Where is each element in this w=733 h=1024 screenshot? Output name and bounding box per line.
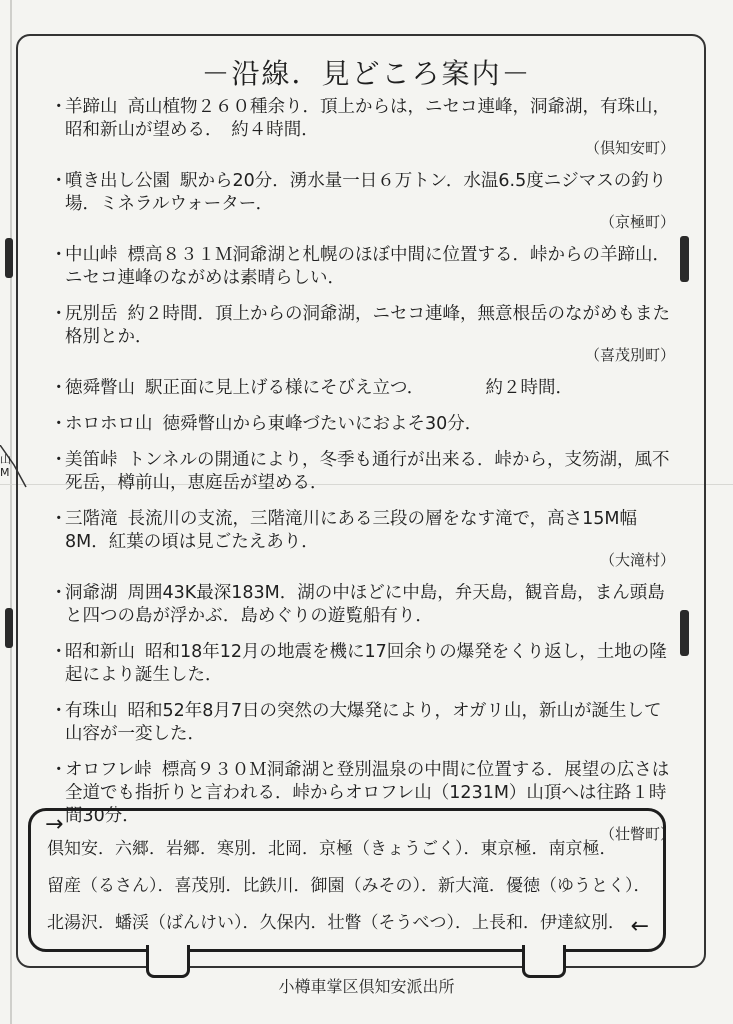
bullet: ・ [50, 760, 68, 780]
place-name: 昭和新山 [65, 642, 135, 662]
place-description: 高山植物２６０種余り．頂上からは，ニセコ連峰，洞爺湖，有珠山，昭和新山が望める． 約４時間． [65, 97, 670, 140]
list-item [50, 582, 675, 628]
place-name: 中山峠 [65, 245, 118, 265]
bullet: ・ [50, 378, 68, 398]
place-name: 噴き出し公園 [65, 171, 170, 191]
fold-line [10, 0, 12, 1024]
bullet: ・ [50, 701, 68, 721]
issuing-office: 小樽車掌区倶知安派出所 [278, 977, 455, 996]
station-route-box [28, 808, 666, 952]
sightseeing-list [50, 96, 675, 856]
station-list [47, 831, 651, 942]
list-item [50, 413, 675, 436]
binder-hole [5, 238, 13, 278]
place-description: 長流川の支流，三階滝川にある三段の層をなす滝で，高さ15M幅8M．紅葉の頃は見ごたえあり． [65, 509, 638, 552]
bullet: ・ [50, 171, 68, 191]
bullet: ・ [50, 414, 68, 434]
list-item [50, 377, 675, 400]
place-name: 有珠山 [65, 701, 118, 721]
place-name: オロフレ峠 [65, 760, 152, 780]
place-town: （倶知安町） [584, 139, 675, 157]
bullet: ・ [50, 97, 68, 117]
station-line: 倶知安．六郷．岩郷．寒別．北岡．京極（きょうごく）．東京極．南京極． [47, 839, 617, 859]
adjacent-page-text: 山 M [0, 453, 11, 479]
place-name: 美笛峠 [65, 450, 118, 470]
place-description: トンネルの開通により，冬季も通行が出来る．峠から，支笏湖，風不死岳，樽前山，恵庭岳が望める． [65, 450, 670, 493]
list-item [50, 508, 675, 569]
arrow-left-icon: ← [630, 914, 649, 939]
bullet: ・ [50, 642, 68, 662]
list-item [50, 303, 675, 364]
place-town: （壮瞥町） [599, 825, 675, 843]
place-town: （京極町） [599, 213, 675, 231]
bullet: ・ [50, 450, 68, 470]
place-description: 周囲43K最深183M．湖の中ほどに中島，弁天島，観音島，まん頭島と四つの島が浮かぶ．島めぐりの遊覧船有り． [65, 583, 665, 626]
list-item [50, 449, 675, 495]
arrow-right-icon: → [45, 812, 64, 837]
bullet: ・ [50, 304, 68, 324]
place-town: （大滝村） [599, 551, 675, 569]
list-item [50, 96, 675, 157]
place-description: 昭和52年8月7日の突然の大爆発により，オガリ山，新山が誕生して山容が一変した． [65, 701, 662, 744]
place-description: 約２時間．頂上からの洞爺湖，ニセコ連峰，無意根岳のながめもまた格別とか． [65, 304, 670, 347]
place-description: 駅から20分．湧水量一日６万トン．水温6.5度ニジマスの釣り場．ミネラルウォーター． [65, 171, 667, 214]
place-name: ホロホロ山 [65, 414, 153, 434]
station-line: 留産（るさん）．喜茂別．比鉄川．御園（みその）．新大滝．優徳（ゆうとく）． [47, 876, 651, 896]
place-name: 尻別岳 [65, 304, 118, 324]
binder-hole [5, 608, 13, 648]
station-line: 北湯沢．蟠渓（ばんけい）．久保内．壮瞥（そうべつ）．上長和．伊達紋別． [47, 913, 625, 933]
page-title: －沿線．見どころ案内－ [201, 57, 532, 90]
place-name: 洞爺湖 [65, 583, 118, 603]
place-name: 羊蹄山 [65, 97, 118, 117]
place-name: 徳舜瞥山 [65, 378, 135, 398]
bullet: ・ [50, 583, 68, 603]
bullet: ・ [50, 509, 68, 529]
place-description: 昭和18年12月の地震を機に17回余りの爆発をくり返し，土地の隆起により誕生した． [65, 642, 667, 685]
place-description: 標高９３０Ｍ洞爺湖と登別温泉の中間に位置する．展望の広さは全道でも指折りと言われる．峠からオロフレ山（1231M）山頂へは往路１時間30分． [65, 760, 670, 826]
bullet: ・ [50, 245, 68, 265]
place-name: 三階滝 [65, 509, 118, 529]
list-item [50, 641, 675, 687]
list-item [50, 170, 675, 231]
place-description: 駅正面に見上げる様にそびえ立つ． 約２時間． [145, 378, 574, 398]
list-item [50, 244, 675, 290]
place-town: （喜茂別町） [584, 346, 675, 364]
list-item [50, 700, 675, 746]
place-description: 標高８３１Ｍ洞爺湖と札幌のほぼ中間に位置する．峠からの羊蹄山．ニセコ連峰のながめは素晴らしい． [65, 245, 670, 288]
place-description: 徳舜瞥山から東峰づたいにおよそ30分． [162, 414, 483, 434]
